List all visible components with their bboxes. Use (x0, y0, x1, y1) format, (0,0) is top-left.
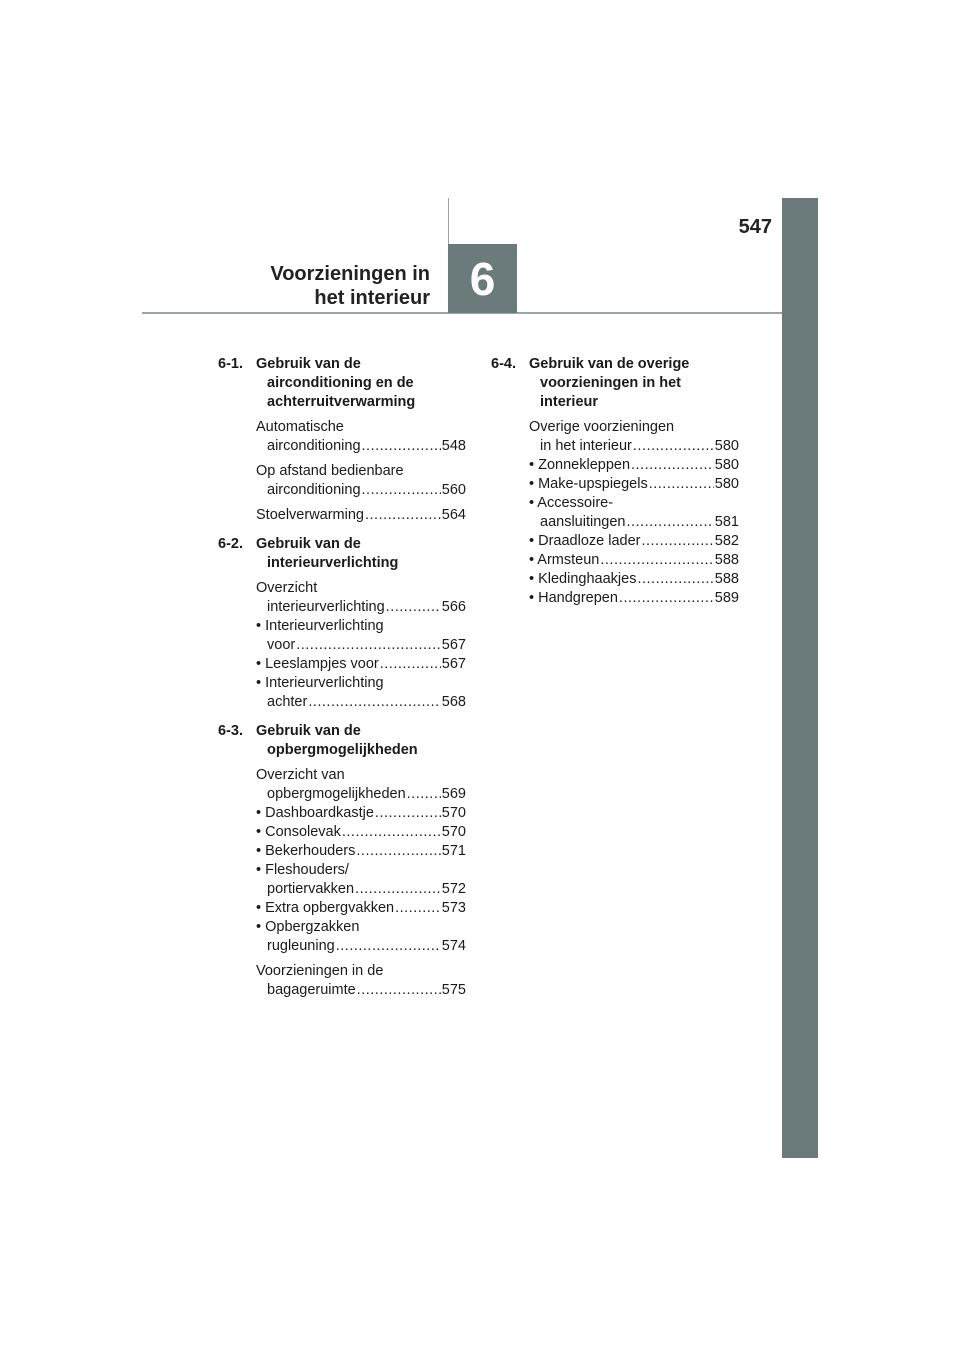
entry-page: 548 (441, 438, 466, 454)
chapter-title-line2: het interieur (314, 287, 430, 309)
entry-page: 571 (441, 843, 466, 859)
section-title-line: interieur (540, 394, 599, 410)
entry-text: • Bekerhouders (256, 843, 356, 859)
entry-page: 572 (441, 881, 466, 897)
entry-text: • Interieurverlichting (256, 618, 384, 634)
entry-page: 570 (441, 824, 466, 840)
header-vertical-rule (448, 198, 449, 244)
entry-text: Overzicht van (256, 767, 345, 783)
entry-text: airconditioning (267, 438, 361, 454)
page-number: 547 (738, 216, 772, 238)
entry-page: 574 (441, 938, 466, 954)
chapter-title-line1: Voorzieningen in (270, 263, 430, 285)
section-title (256, 355, 466, 412)
toc-entry[interactable] (256, 804, 466, 823)
entry-text: • Opbergzakken (256, 919, 360, 935)
section-number: 6-2. (218, 536, 243, 552)
entry-text: • Make-upspiegels (529, 476, 648, 492)
entry-text: portiervakken (267, 881, 355, 897)
entry-page: 580 (714, 476, 739, 492)
entry-text: • Fleshouders/ (256, 862, 349, 878)
toc-entry[interactable] (256, 462, 466, 500)
chapter-title (200, 262, 430, 310)
toc-entry[interactable] (256, 899, 466, 918)
entry-text: Automatische (256, 419, 344, 435)
entry-text: • Dashboardkastje (256, 805, 374, 821)
toc-entry[interactable] (529, 589, 739, 608)
toc-entry[interactable] (256, 766, 466, 804)
toc-entry[interactable] (529, 570, 739, 589)
section-title-line: Gebruik van de overige (529, 356, 690, 372)
toc-section-6-1[interactable] (218, 355, 466, 412)
entry-page: 570 (441, 805, 466, 821)
entry-text: • Kledinghaakjes (529, 571, 637, 587)
section-title-line: Gebruik van de (256, 356, 361, 372)
section-title-line: achterruitverwarming (267, 394, 416, 410)
entry-page: 573 (441, 900, 466, 916)
entry-page: 580 (714, 457, 739, 473)
section-title-line: opbergmogelijkheden (267, 742, 418, 758)
section-number: 6-3. (218, 723, 243, 739)
toc-section-6-2[interactable] (218, 535, 466, 573)
toc-entry[interactable] (529, 456, 739, 475)
entry-text: rugleuning (267, 938, 335, 954)
entry-page: 564 (441, 507, 466, 523)
entry-page: 567 (441, 656, 466, 672)
entry-text: • Armsteun (529, 552, 600, 568)
chapter-number-box (448, 244, 517, 313)
entry-text: Stoelverwarming (256, 507, 364, 523)
entry-text: aansluitingen (540, 514, 626, 530)
entry-text: achter (267, 694, 308, 710)
section-title-line: airconditioning en de (267, 375, 414, 391)
section-number: 6-4. (491, 356, 516, 372)
toc-entry[interactable] (256, 674, 466, 712)
section-title (256, 535, 466, 573)
entry-page: 580 (714, 438, 739, 454)
toc-entry[interactable] (256, 506, 466, 525)
entry-text: • Leeslampjes voor (256, 656, 379, 672)
entry-text: voor (267, 637, 296, 653)
toc-entry[interactable] (529, 418, 739, 456)
entry-page: 588 (714, 571, 739, 587)
toc-section-6-4[interactable] (491, 355, 739, 412)
entry-text: Op afstand bedienbare (256, 463, 404, 479)
entry-page: 568 (441, 694, 466, 710)
entry-text: airconditioning (267, 482, 361, 498)
entry-text: opbergmogelijkheden (267, 786, 406, 802)
entry-text: • Zonnekleppen (529, 457, 631, 473)
toc-entry[interactable] (256, 962, 466, 1000)
entry-text: • Handgrepen (529, 590, 618, 606)
entry-text: • Draadloze lader (529, 533, 641, 549)
entry-text: bagageruimte (267, 982, 356, 998)
entry-text: • Extra opbergvakken (256, 900, 395, 916)
section-number: 6-1. (218, 356, 243, 372)
entry-text: interieurverlichting (267, 599, 385, 615)
section-title-line: interieurverlichting (267, 555, 399, 571)
entry-page: 575 (441, 982, 466, 998)
section-title-line: voorzieningen in het (540, 375, 681, 391)
toc-section-6-3[interactable] (218, 722, 466, 760)
entry-page: 566 (441, 599, 466, 615)
toc-right-column (491, 355, 739, 608)
entry-text: • Consolevak (256, 824, 341, 840)
entry-page: 560 (441, 482, 466, 498)
toc-entry[interactable] (256, 617, 466, 655)
section-title (256, 722, 466, 760)
entry-page: 589 (714, 590, 739, 606)
entry-text: • Accessoire- (529, 495, 614, 511)
toc-entry[interactable] (256, 842, 466, 861)
entry-text: Overige voorzieningen (529, 419, 675, 435)
section-title (529, 355, 739, 412)
toc-entry[interactable] (529, 494, 739, 532)
entry-page: 567 (441, 637, 466, 653)
entry-page: 582 (714, 533, 739, 549)
chapter-number: 6 (469, 252, 496, 305)
entry-text: Overzicht (256, 580, 318, 596)
entry-page: 569 (441, 786, 466, 802)
entry-text: • Interieurverlichting (256, 675, 384, 691)
section-title-line: Gebruik van de (256, 536, 361, 552)
toc-entry[interactable] (256, 579, 466, 617)
chapter-side-tab (782, 198, 818, 1158)
entry-page: 588 (714, 552, 739, 568)
toc-entry[interactable] (256, 655, 466, 674)
toc-entry[interactable] (529, 475, 739, 494)
toc-entry[interactable] (529, 551, 739, 570)
toc-entry[interactable] (256, 918, 466, 956)
section-title-line: Gebruik van de (256, 723, 361, 739)
entry-text: in het interieur (540, 438, 632, 454)
entry-text: Voorzieningen in de (256, 963, 384, 979)
toc-entry[interactable] (256, 418, 466, 456)
toc-entry[interactable] (256, 861, 466, 899)
entry-page: 581 (714, 514, 739, 530)
toc-entry[interactable] (256, 823, 466, 842)
toc-left-column (218, 355, 466, 1000)
toc-entry[interactable] (529, 532, 739, 551)
